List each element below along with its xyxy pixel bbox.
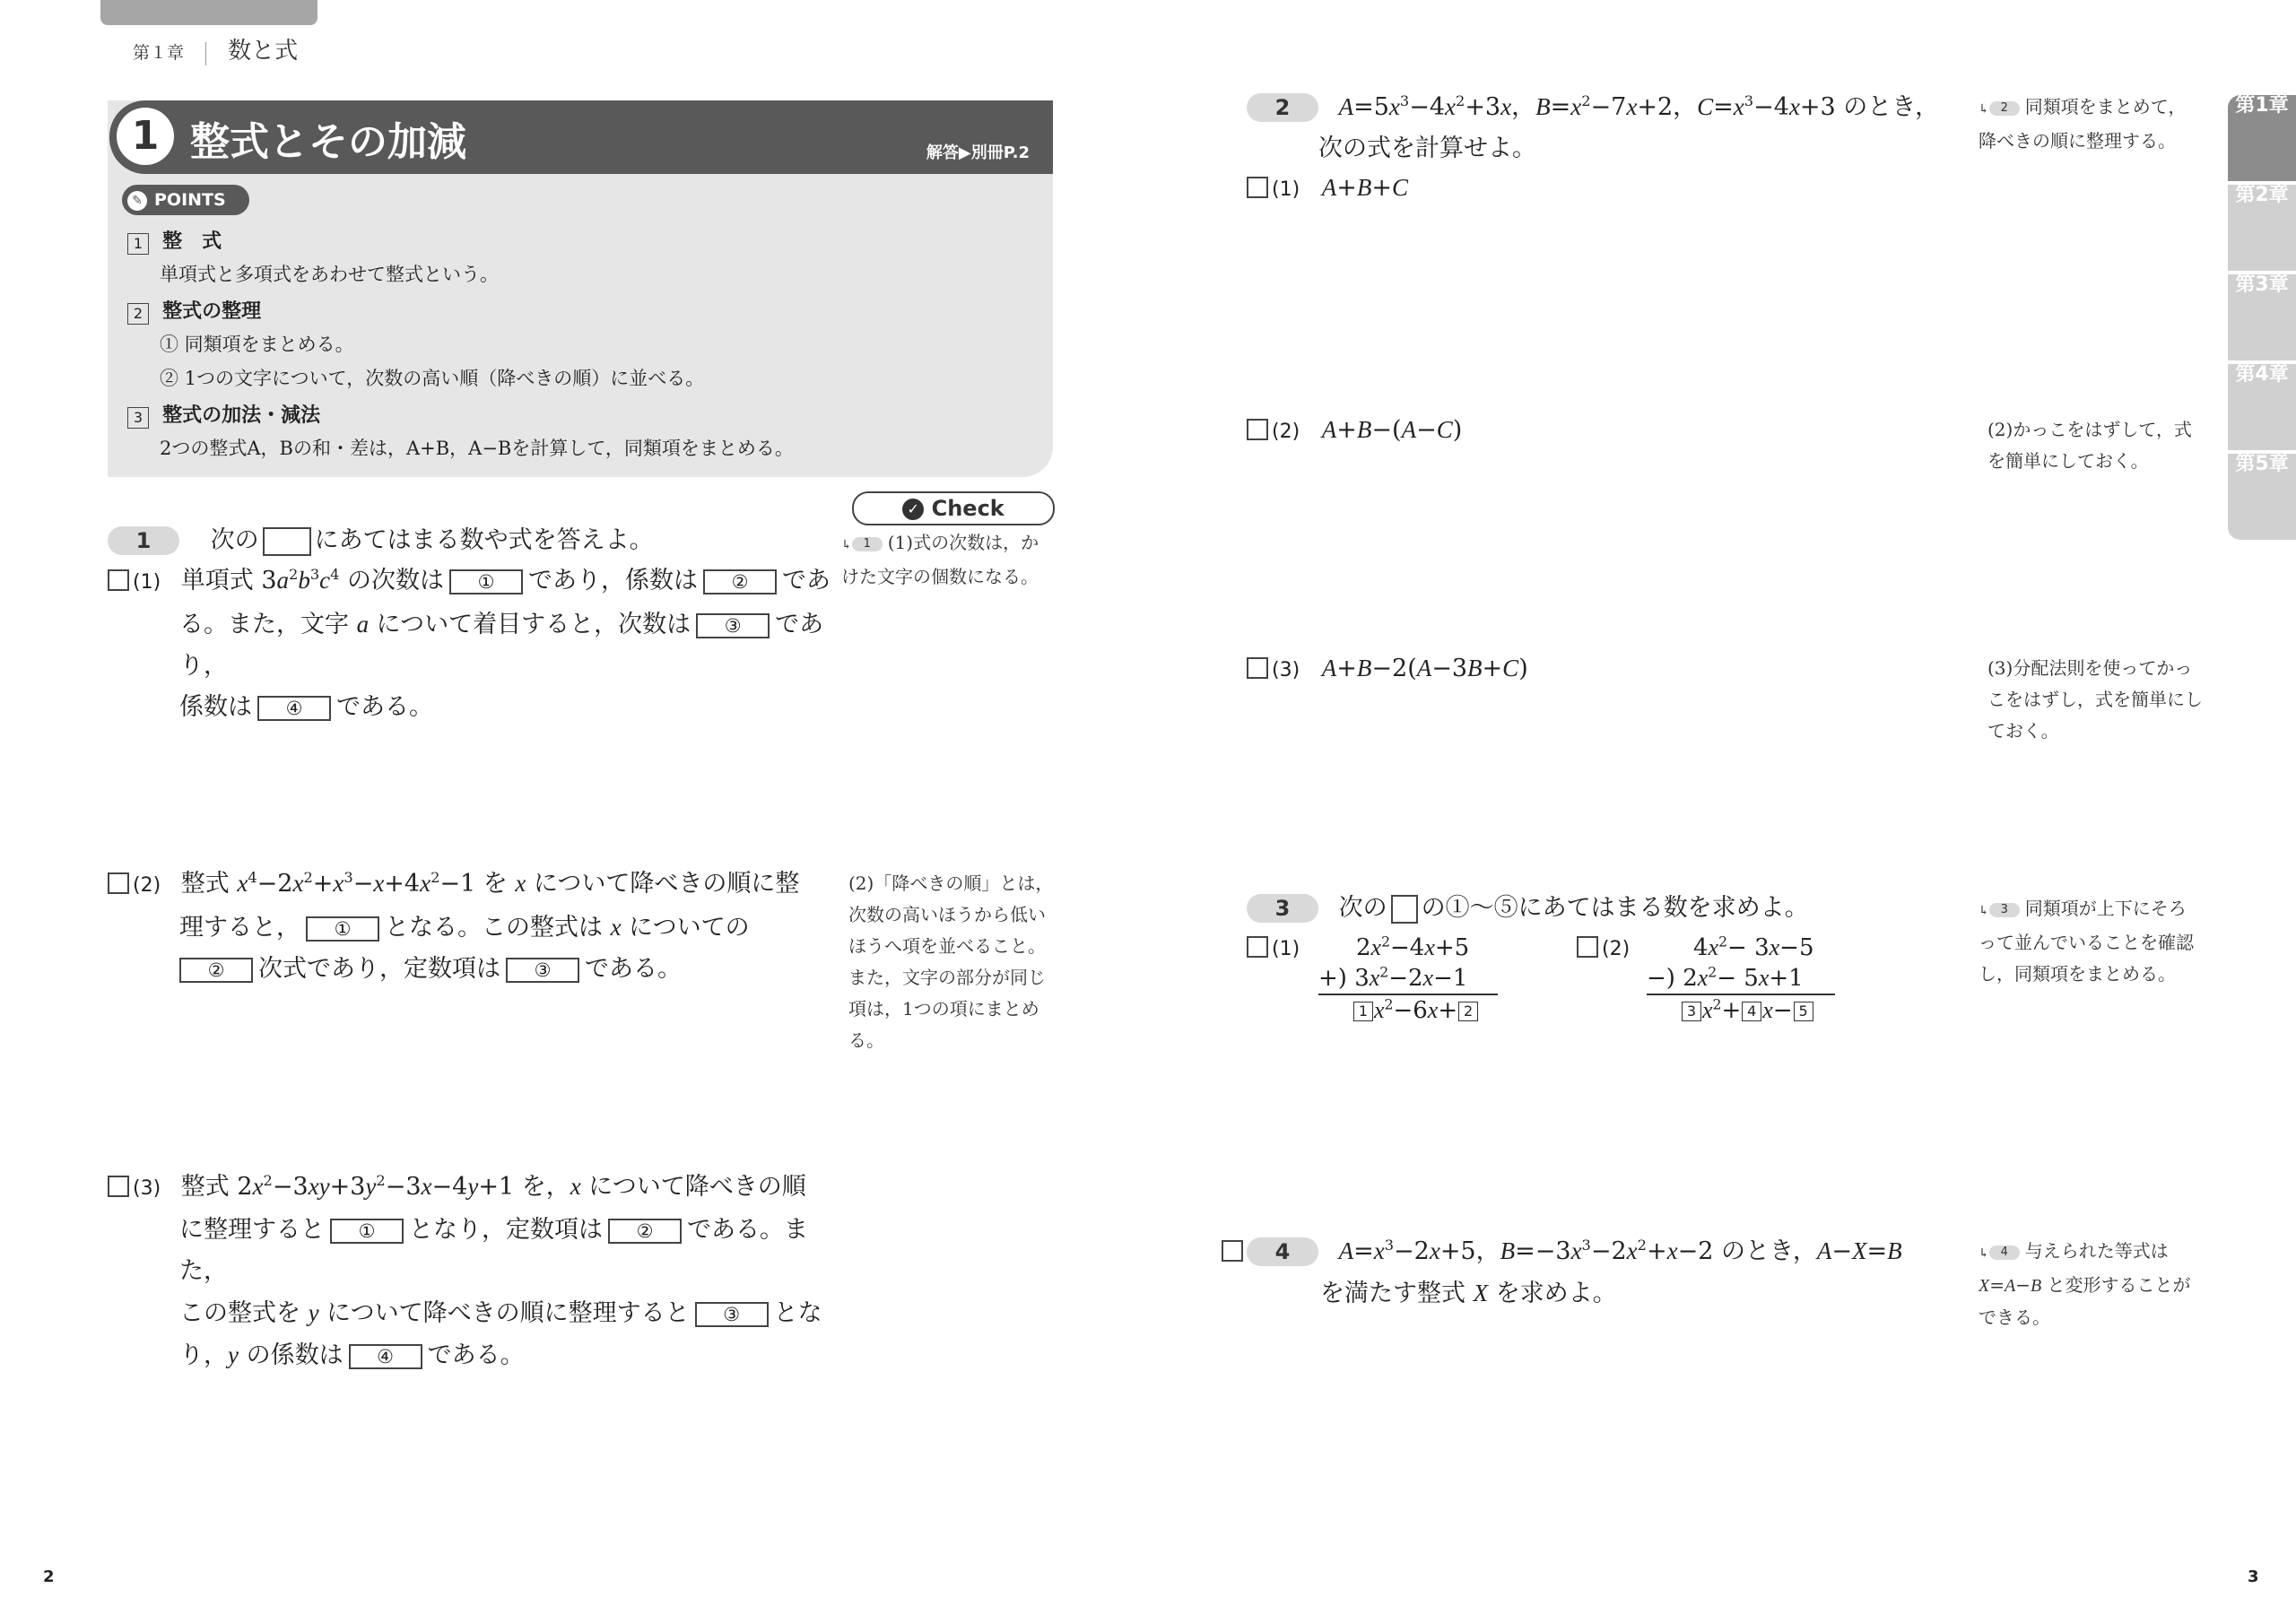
problem-1-intro xyxy=(108,520,654,561)
point-3 xyxy=(127,400,1033,434)
check-icon: ✓ xyxy=(902,499,924,520)
intro-text: の①〜⑤にあてはまる数を求めよ。 xyxy=(1421,894,1809,922)
hint-badge: 1 xyxy=(852,537,883,551)
question-label: (2) xyxy=(133,874,161,897)
hint-text: 与えられた等式は xyxy=(2024,1240,2169,1262)
problem-4-text: を求めよ。 xyxy=(1495,1280,1617,1307)
problem-3 xyxy=(1247,888,1809,929)
problem-number: 3 xyxy=(1247,894,1318,923)
chapter-label: 第１章 xyxy=(133,43,185,63)
question-label: (2) xyxy=(1602,938,1631,960)
question-label: (1) xyxy=(133,571,161,594)
point-line: 2つの整式A，Bの和・差は，A+B，A−Bを計算して，同類項をまとめる。 xyxy=(160,438,794,459)
header-strip xyxy=(100,0,317,25)
answer-ref: 解答▶別冊P.2 xyxy=(926,143,1030,162)
checkbox[interactable] xyxy=(108,569,129,591)
point-title: 整式の加法・減法 xyxy=(162,404,321,427)
checkbox[interactable] xyxy=(108,1176,129,1197)
hint-p4: ↳ 4 与えられた等式は X=A−B と変形することができる。 xyxy=(1979,1240,2191,1328)
hint-p3: ↳ 3 同類項が上下にそろって並んでいることを確認し，同類項をまとめる。 xyxy=(1979,898,2194,985)
hint-1: ↳ 1 (1)式の次数は，かけた文字の個数になる。 xyxy=(841,532,1039,587)
point-num: 2 xyxy=(127,303,149,325)
question-label: (3) xyxy=(1272,659,1300,681)
checkbox[interactable] xyxy=(1577,936,1598,958)
section-number-circle: 1 xyxy=(117,108,174,165)
hint-p2-q2: (2)かっこをはずして，式を簡単にしておく。 xyxy=(1987,419,2192,472)
points-list xyxy=(127,226,1033,461)
point-num: 1 xyxy=(127,233,149,255)
problem-number: 4 xyxy=(1247,1237,1318,1266)
point-2 xyxy=(127,296,1033,330)
page-number-left: 2 xyxy=(43,1567,55,1586)
tab-chapter-1[interactable]: 第1章 xyxy=(2228,95,2296,181)
checkbox[interactable] xyxy=(1247,419,1268,440)
hint-badge: 3 xyxy=(1989,903,2020,917)
tab-chapter-3[interactable]: 第3章 xyxy=(2228,274,2296,360)
chapter-title: 数と式 xyxy=(228,38,299,65)
problem-number: 1 xyxy=(108,526,179,555)
hint-text: と変形することができる。 xyxy=(1979,1274,2191,1328)
hint-text: (1)式の次数は，かけた文字の個数になる。 xyxy=(841,532,1039,587)
chapter-header xyxy=(133,32,298,65)
page-number-right: 3 xyxy=(2248,1567,2259,1586)
checkbox[interactable] xyxy=(1247,657,1268,679)
hint-text: 同類項が上下にそろって並んでいることを確認し，同類項をまとめる。 xyxy=(1979,898,2194,985)
problem-2-q2: (2) A+B−(A−C) xyxy=(1247,409,1462,453)
points-badge xyxy=(122,185,249,215)
point-line: ① 同類項をまとめる。 xyxy=(160,334,354,355)
hint-p2: ↳ 2 同類項をまとめて，降べきの順に整理する。 xyxy=(1979,96,2187,152)
check-badge xyxy=(852,491,1055,525)
hint-p2-q3: (3)分配法則を使ってかっこをはずし，式を簡単にしておく。 xyxy=(1987,657,2203,742)
problem-1-q3: (3) 整式 $2x^2-3xy+3y^2-3x-4y+1$ を，x について降べきの順 に整理すると ① となり，定数項は ② である。また， この整式を y について降べきの順に整理すると ③ とな り，y の係数は ④ である。 xyxy=(108,1166,834,1376)
tab-chapter-4[interactable]: 第4章 xyxy=(2228,364,2296,450)
question-label: (3) xyxy=(133,1177,161,1200)
checkbox[interactable] xyxy=(1247,936,1268,958)
problem-2-q1: (1) A+B+C xyxy=(1247,167,1408,211)
question-label: (1) xyxy=(1272,938,1300,960)
problem-2-q3: (3) A+B−2(A−3B+C) xyxy=(1247,647,1528,691)
hint-2: (2)「降べきの順」とは，次数の高いほうから低いほうへ項を並べること。また，文字の部分が同じ項は，1つの項にまとめる。 xyxy=(848,872,1054,1051)
checkbox[interactable] xyxy=(1222,1240,1243,1262)
point-line: 単項式と多項式をあわせて整式という。 xyxy=(160,264,499,285)
problem-4: 4 $A=x^3-2x+5$，$B=-3x^3-2x^2+x-2$ のとき，A−X=B を満たす整式 X を求めよ。 xyxy=(1222,1230,1966,1315)
pencil-icon: ✎ xyxy=(127,191,147,211)
checkbox[interactable] xyxy=(1247,177,1268,198)
intro-text: 次の xyxy=(1338,894,1387,922)
point-num: 3 xyxy=(127,407,149,429)
check-label: Check xyxy=(931,496,1004,521)
section-title-bar xyxy=(109,100,1053,174)
hint-badge: 4 xyxy=(1989,1245,2020,1260)
problem-1-q1: (1) 単項式 $3a^2b^3c^4$ の次数は ① であり，係数は ② であ る。また，文字 a について着目すると，次数は ③ であり， 係数は ④ である。 xyxy=(108,560,834,728)
intro-text: にあてはまる数や式を答えよ。 xyxy=(314,526,654,554)
blank-box xyxy=(1391,895,1418,924)
problem-1-q2: (2) 整式 $x^4-2x^2+x^3-x+4x^2-1$ を x について降べきの順に整 理すると， ① となる。この整式は x についての ② 次式であり，定数項は ③ である。 xyxy=(108,863,834,990)
hint-badge: 2 xyxy=(1989,101,2020,116)
problem-2: 2 $A=5x^3-4x^2+3x$，$B=x^2-7x+2$，$C=x^3-4x+3$ のとき， 次の式を計算せよ。 xyxy=(1247,86,1955,169)
intro-text: 次の xyxy=(210,526,259,554)
point-1 xyxy=(127,226,1033,260)
checkbox[interactable] xyxy=(108,872,129,894)
question-label: (1) xyxy=(1272,178,1300,201)
blank-box xyxy=(263,527,311,556)
point-title: 整式の整理 xyxy=(162,300,262,323)
points-label: POINTS xyxy=(154,190,226,210)
tab-chapter-2[interactable]: 第2章 xyxy=(2228,185,2296,271)
problem-3-q2: (2) $4x^2- 3x-5$ −) $2x^2- 5x+1$ 3 $x^2+ 4$ x− 5 xyxy=(1577,933,1630,965)
tab-chapter-5[interactable]: 第5章 xyxy=(2228,454,2296,540)
problem-3-q1: (1) $2x^2-4x+5$ +) $3x^2-2x-1$ 1 $x^2-6x+ 2$ xyxy=(1247,933,1300,965)
problem-2-instruction: 次の式を計算せよ。 xyxy=(1318,135,1536,162)
question-label: (2) xyxy=(1272,421,1300,443)
problem-number: 2 xyxy=(1247,93,1318,122)
point-line: ② 1つの文字について，次数の高い順（降べきの順）に並べる。 xyxy=(160,368,705,389)
section-title: 整式とその加減 xyxy=(190,119,466,165)
hint-text: 同類項をまとめて，降べきの順に整理する。 xyxy=(1979,96,2187,152)
problem-4-text: を満たす整式 xyxy=(1320,1280,1465,1307)
point-title: 整 式 xyxy=(162,230,222,253)
